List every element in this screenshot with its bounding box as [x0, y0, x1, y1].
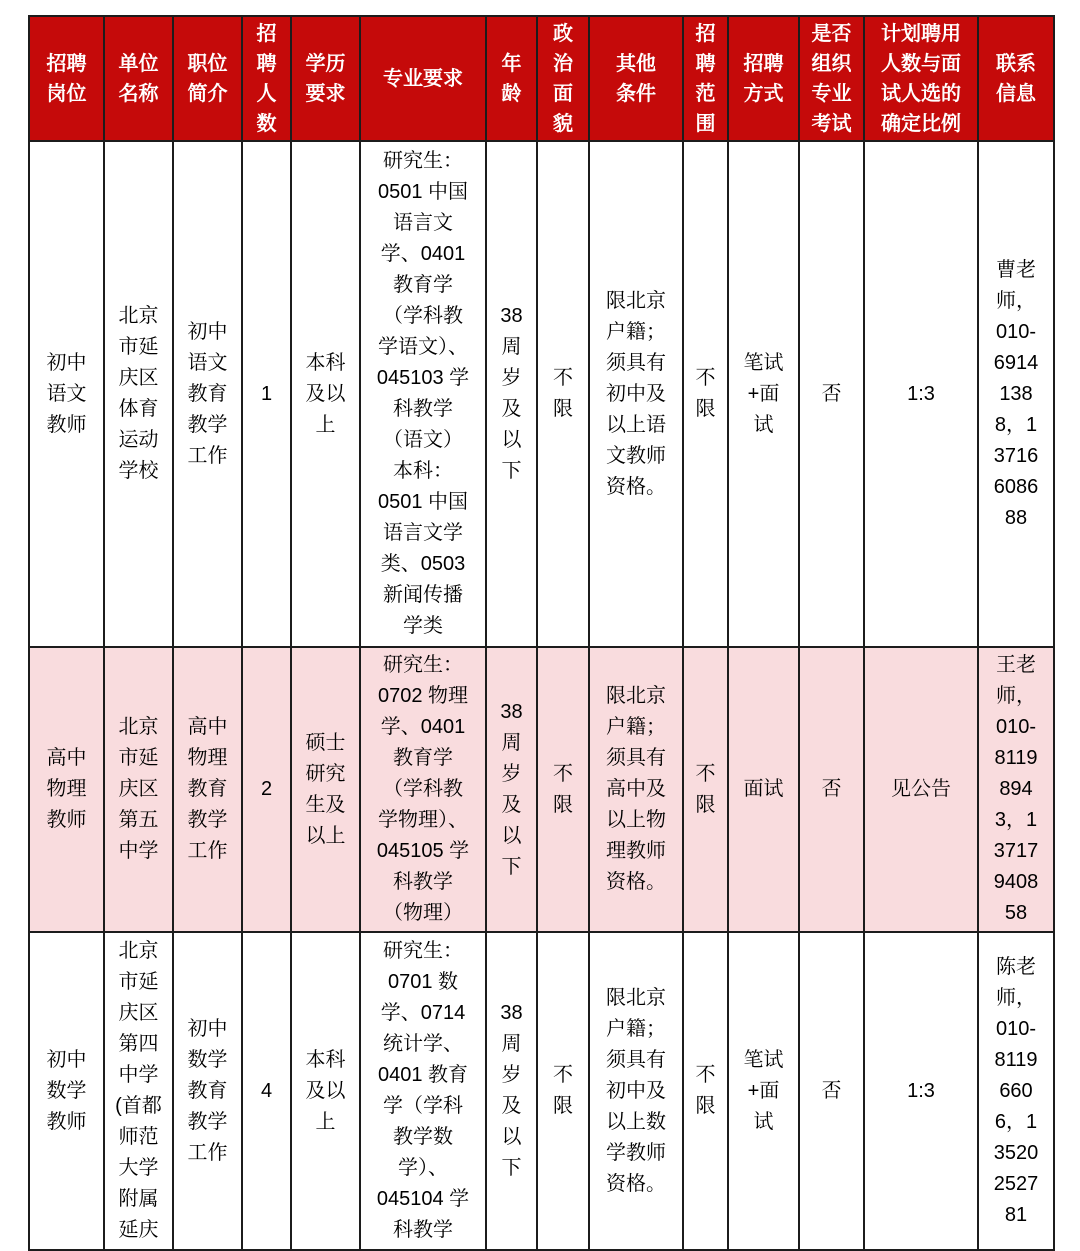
- cell-age: 38周岁及以下: [486, 932, 537, 1250]
- header-post: 招聘岗位: [29, 16, 104, 141]
- header-major: 专业要求: [360, 16, 486, 141]
- table-row: [29, 647, 1054, 932]
- cell-major: 研究生：0701 数学、0714 统计学、0401 教育学（学科教学数学）、045104 学科教学: [360, 932, 486, 1250]
- header-intro: 职位简介: [173, 16, 242, 141]
- cell-edu: 本科及以上: [291, 932, 360, 1250]
- table-row: [29, 141, 1054, 647]
- cell-scope: 不限: [683, 932, 728, 1250]
- header-other: 其他条件: [589, 16, 683, 141]
- cell-other: 限北京户籍；须具有高中及以上物理教师资格。: [589, 647, 683, 932]
- cell-scope: 不限: [683, 647, 728, 932]
- header-scope: 招聘范围: [683, 16, 728, 141]
- cell-unit: 北京市延庆区第五中学: [104, 647, 173, 932]
- cell-scope: 不限: [683, 141, 728, 647]
- cell-age: 38周岁及以下: [486, 647, 537, 932]
- header-row: [29, 16, 1054, 141]
- cell-count: 4: [242, 932, 291, 1250]
- cell-political: 不限: [537, 647, 589, 932]
- cell-post: 初中语文教师: [29, 141, 104, 647]
- cell-age: 38周岁及以下: [486, 141, 537, 647]
- recruitment-table: [28, 15, 1055, 1251]
- cell-ratio: 1:3: [864, 932, 978, 1250]
- cell-exam: 否: [799, 647, 864, 932]
- cell-count: 1: [242, 141, 291, 647]
- cell-method: 面试: [728, 647, 799, 932]
- cell-other: 限北京户籍；须具有初中及以上数学教师资格。: [589, 932, 683, 1250]
- header-count: 招聘人数: [242, 16, 291, 141]
- cell-contact: 陈老师，010-81196606，13520252781: [978, 932, 1054, 1250]
- table-header: [29, 16, 1054, 141]
- cell-exam: 否: [799, 932, 864, 1250]
- cell-intro: 初中数学教育教学工作: [173, 932, 242, 1250]
- cell-major: 研究生：0501 中国语言文学、0401 教育学（学科教学语文）、045103 学科教学（语文）本科：0501 中国语言文学类、0503 新闻传播学类: [360, 141, 486, 647]
- cell-method: 笔试+面试: [728, 141, 799, 647]
- cell-count: 2: [242, 647, 291, 932]
- cell-post: 初中数学教师: [29, 932, 104, 1250]
- cell-political: 不限: [537, 932, 589, 1250]
- header-method: 招聘方式: [728, 16, 799, 141]
- cell-political: 不限: [537, 141, 589, 647]
- cell-intro: 高中物理教育教学工作: [173, 647, 242, 932]
- cell-contact: 王老师，010-81198943，13717940858: [978, 647, 1054, 932]
- cell-unit: 北京市延庆区体育运动学校: [104, 141, 173, 647]
- header-edu: 学历要求: [291, 16, 360, 141]
- cell-edu: 硕士研究生及以上: [291, 647, 360, 932]
- header-unit: 单位名称: [104, 16, 173, 141]
- header-political: 政治面貌: [537, 16, 589, 141]
- cell-method: 笔试+面试: [728, 932, 799, 1250]
- header-age: 年龄: [486, 16, 537, 141]
- header-exam: 是否组织专业考试: [799, 16, 864, 141]
- table-body: [29, 141, 1054, 1250]
- cell-edu: 本科及以上: [291, 141, 360, 647]
- cell-intro: 初中语文教育教学工作: [173, 141, 242, 647]
- cell-major: 研究生：0702 物理学、0401 教育学（学科教学物理）、045105 学科教学（物理）: [360, 647, 486, 932]
- table-row: [29, 932, 1054, 1250]
- header-contact: 联系信息: [978, 16, 1054, 141]
- cell-other: 限北京户籍；须具有初中及以上语文教师资格。: [589, 141, 683, 647]
- header-ratio: 计划聘用人数与面试人选的确定比例: [864, 16, 978, 141]
- cell-ratio: 见公告: [864, 647, 978, 932]
- cell-exam: 否: [799, 141, 864, 647]
- cell-contact: 曹老师，010-69141388，13716608688: [978, 141, 1054, 647]
- cell-post: 高中物理教师: [29, 647, 104, 932]
- cell-ratio: 1:3: [864, 141, 978, 647]
- cell-unit: 北京市延庆区第四中学(首都师范大学附属延庆: [104, 932, 173, 1250]
